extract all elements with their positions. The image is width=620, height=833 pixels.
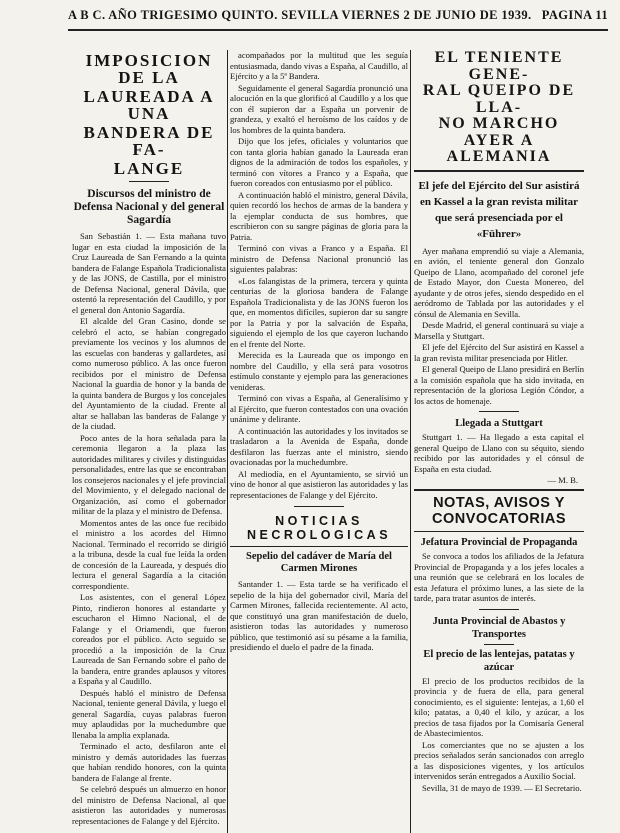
header-title: A B C. AÑO TRIGESIMO QUINTO. SEVILLA VIERNES 2 DE JUNIO DE 1939. (68, 8, 532, 22)
article-paragraph: A continuación las autoridades y los invitados se trasladaron a la Avenida de España, donde desfilaron las fuerzas ante el ministro, siendo ovacionadas por la muchedumbre. (230, 425, 408, 467)
article-paragraph: Los comerciantes que no se ajusten a los precios señalados serán sancionados con arreglo a las disposiciones vigentes, y los artículos intervenidos serán entregados a Auxilio Social. (414, 739, 584, 781)
headline-laureada (72, 52, 226, 177)
header-rule (68, 29, 608, 31)
article-paragraph: Al mediodía, en el Ayuntamiento, se sirvió un vino de honor al que asistieron las autoridades y las representaciones de Falange y del Ejército. (230, 468, 408, 500)
divider (479, 411, 519, 412)
divider (129, 181, 169, 182)
article-paragraph: Terminado el acto, desfilaron ante el ministro y demás autoridades las fuerzas que habían rendido honores, con la quinta bandera de Falange al frente. (72, 741, 226, 783)
headline-line: LANGE (113, 159, 185, 178)
headline-dek: El jefe del Ejército del Sur asistirá en Kassel a la gran revista militar que será presenciada por el «Führer» (418, 179, 580, 240)
headline-line: NO MARCHO AYER A (438, 115, 560, 149)
abastos-heading: Junta Provincial de Abastos y Transportes (432, 615, 566, 640)
divider (414, 489, 584, 491)
article-paragraph: El precio de los productos recibidos de la provincia y de fuera de ella, para general conocimiento, es el siguiente: lentejas, a 1,60 el kilo; patatas, a 0,40 el kilo, y azúcar, a los precios de tasa fijados por la Comisaría General de Abastecimientos. (414, 675, 584, 738)
headline-queipo (414, 50, 584, 166)
noticias-necrologicas-heading: NOTICIAS NECROLOGICAS (246, 514, 392, 542)
headline-line: BANDERA DE FA- (83, 123, 215, 159)
divider (294, 506, 344, 507)
article-paragraph: Sevilla, 31 de mayo de 1939. — El Secretario. (422, 782, 582, 793)
column-left (72, 50, 226, 833)
page-header (68, 8, 608, 28)
divider (484, 644, 514, 645)
divider (479, 609, 519, 610)
headline-line: EL TENIENTE GENE- (434, 50, 564, 83)
article-paragraph: «Los falangistas de la primera, tercera y quinta centurias de la gloriosa bandera de Falange Española Tradicionalista y de las JONS fueron los que, en momentos difíciles, supieron dar su sangre por la Patria y por la salvación de España, siguiendo el ejemplo de los que cayeron luchando en el frente del Norte. (230, 275, 408, 349)
headline-line: ALEMANIA (446, 148, 552, 165)
precio-heading: El precio de las lentejas, patatas y azúcar (423, 648, 575, 673)
headline-line: RAL QUEIPO DE LLA- (422, 82, 576, 116)
article-paragraph: Desde Madrid, el general continuará su viaje a Marsella y Stuttgart. (414, 320, 584, 341)
article-signature: — M. B. (547, 475, 578, 485)
page-number: PAGINA 11 (541, 8, 608, 22)
stuttgart-heading: Llegada a Stuttgart (455, 418, 543, 429)
divider (414, 170, 584, 172)
article-paragraph: Santander 1. — Esta tarde se ha verificado el sepelio de la hija del gobernador civil, María del Carmen Mirones, fallecida recientemente. Al acto, que constituyó una gran manifestación de duelo, asistieron todas las autoridades y numeroso público, que testimonió así su pésame a la familia, presidiendo el duelo el padre de la finada. (230, 579, 408, 652)
article-paragraph: Se convoca a todos los afiliados de la Jefatura Provincial de Propaganda y a los jefes locales a una reunión que se celebrará en los locales de esta Jefatura el próximo lunes, a las siete de la tarde, para tratar asuntos de interés. (414, 551, 584, 603)
headline-line: LAUREADA A UNA (83, 87, 215, 123)
headline-line: IMPOSICION DE LA (85, 51, 213, 87)
article-paragraph: El general Queipo de Llano presidirá en Berlín a la comisión española que ha sido invitada, en representación de la gloriosa Legión Cóndor, a los actos de homenaje. (414, 364, 584, 406)
article-paragraph: El alcalde del Gran Casino, donde se celebró el acto, se habían congregado previamente los vecinos y los alumnos de las escuelas con banderas y gallardetes, así como numeroso público. A las once fueron recibidos por el ministro de Defensa Nacional la guardia de honor y la banda de la quinta bandera de Burgos y los concejales del Ayuntamiento de la ciudad. Frente al altar se hallaban las banderas de Falange y de la ciudad. (72, 316, 226, 431)
article-paragraph: El jefe del Ejército del Sur asistirá en Kassel a la gran revista militar presenciada por Hitler. (414, 342, 584, 363)
notas-avisos-heading: NOTAS, AVISOS Y CONVOCATORIAS (431, 495, 567, 527)
article-paragraph: Se celebró después un almuerzo en honor del ministro de Defensa Nacional, al que asistieron las autoridades y numerosas representaciones de Falange y del Ejército. (72, 784, 226, 826)
subheadline-discursos: Discursos del ministro de Defensa Nacional y del general Sagardía (73, 188, 225, 226)
article-paragraph: Momentos antes de las once fue recibido el ministro a los acordes del Himno Nacional. Terminado el recorrido se dirigió a la tribuna, desde la cual fue leída la orden de concesión de la Laureada, y después dio lectura el general Sagardía a la citación correspondiente. (72, 517, 226, 591)
column-right (414, 50, 584, 833)
article-paragraph: Terminó con vivas a España, al Generalísimo y al Ejército, que fueron contestados con una ovación unánime y delirante. (230, 393, 408, 424)
article-paragraph: Después habló el ministro de Defensa Nacional, teniente general Dávila, y luego el general Sagardía, cuyas palabras fueron muy aplaudidas por la muchedumbre que llenaba la amplia explanada. (72, 687, 226, 740)
column-rule-1 (227, 50, 228, 833)
article-paragraph: acompañados por la multitud que les seguía entusiasmada, dando vivas a España, al Caudillo, al Ejército y a la 5ª Bandera. (230, 50, 408, 81)
jefatura-heading: Jefatura Provincial de Propaganda (420, 537, 578, 548)
column-middle (230, 50, 408, 833)
article-paragraph: Stuttgart 1. — Ha llegado a esta capital el general Queipo de Llano con su séquito, siendo recibido por las autoridades y el cónsul de España en esta ciudad. (414, 432, 584, 474)
column-rule-2 (410, 50, 411, 833)
obituary-heading: Sepelio del cadáver de María del Carmen Mirones (246, 551, 392, 574)
article-paragraph: Poco antes de la hora señalada para la ceremonia llegaron a la plaza las autoridades militares y civiles y distinguidas personalidades, entre las que se encontraban los consejeros nacionales y el jefe provincial del Movimiento, y el delegado nacional de Organización, así como el gobernador militar de la plaza y el ministro de Defensa. (72, 432, 226, 516)
divider (414, 531, 584, 532)
article-paragraph: San Sebastián 1. — Esta mañana tuvo lugar en esta ciudad la imposición de la Cruz Laureada de San Fernando a la quinta bandera de Falange Española Tradicionalista y de las JONS, de Castilla, por el ministro de Defensa Nacional, general Dávila, que ostentó la representación del Caudillo, y por el general don Antonio Sagardía. (72, 231, 226, 315)
article-paragraph: Ayer mañana emprendió su viaje a Alemania, en avión, el teniente general don Gonzalo Queipo de Llano, acompañado del coronel jefe de Estado Mayor, don Cuesta Monereo, del ayudante y de otros jefes, siendo despedido en el aeródromo de Tablada por las autoridades y el cónsul de Alemania en Sevilla. (414, 245, 584, 319)
article-paragraph: A continuación habló el ministro, general Dávila, quien recordó los hechos de armas de la bandera y la ejemplar conducta de sus hombres, que escribieron con su sangre páginas de gloria para la Patria. (230, 189, 408, 242)
article-paragraph: Seguidamente el general Sagardía pronunció una alocución en la que glorificó al Caudillo y a los que con él supieron dar a España un porvenir de grandeza, y exaltó el heroísmo de los caídos y de los hombres de la quinta bandera. (230, 82, 408, 135)
article-paragraph: Merecida es la Laureada que os impongo en nombre del Caudillo, y ella será para vosotros estímulo constante y ejemplo para las generaciones venideras. (230, 350, 408, 392)
article-paragraph: Los asistentes, con el general López Pinto, rindieron honores al estandarte y escucharon el Himno Nacional, el de Falange y el Oriamendi, que fueron coreados por el público. Acto seguido se procedió a la imposición de la Cruz Laureada de San Fernando sobre el paño de la bandera, entre grandes aplausos y vítores a España y al Caudillo. (72, 592, 226, 686)
article-paragraph: Dijo que los jefes, oficiales y voluntarios que con tanta gloria habían ganado la Laureada eran dignos de la admiración de todos los españoles, y terminó con vítores a Franco y a España, que fueron coreados con entusiasmo por el público. (230, 136, 408, 188)
divider (230, 546, 408, 547)
article-paragraph: Terminó con vivas a Franco y a España. El ministro de Defensa Nacional pronunció las siguientes palabras: (230, 243, 408, 274)
